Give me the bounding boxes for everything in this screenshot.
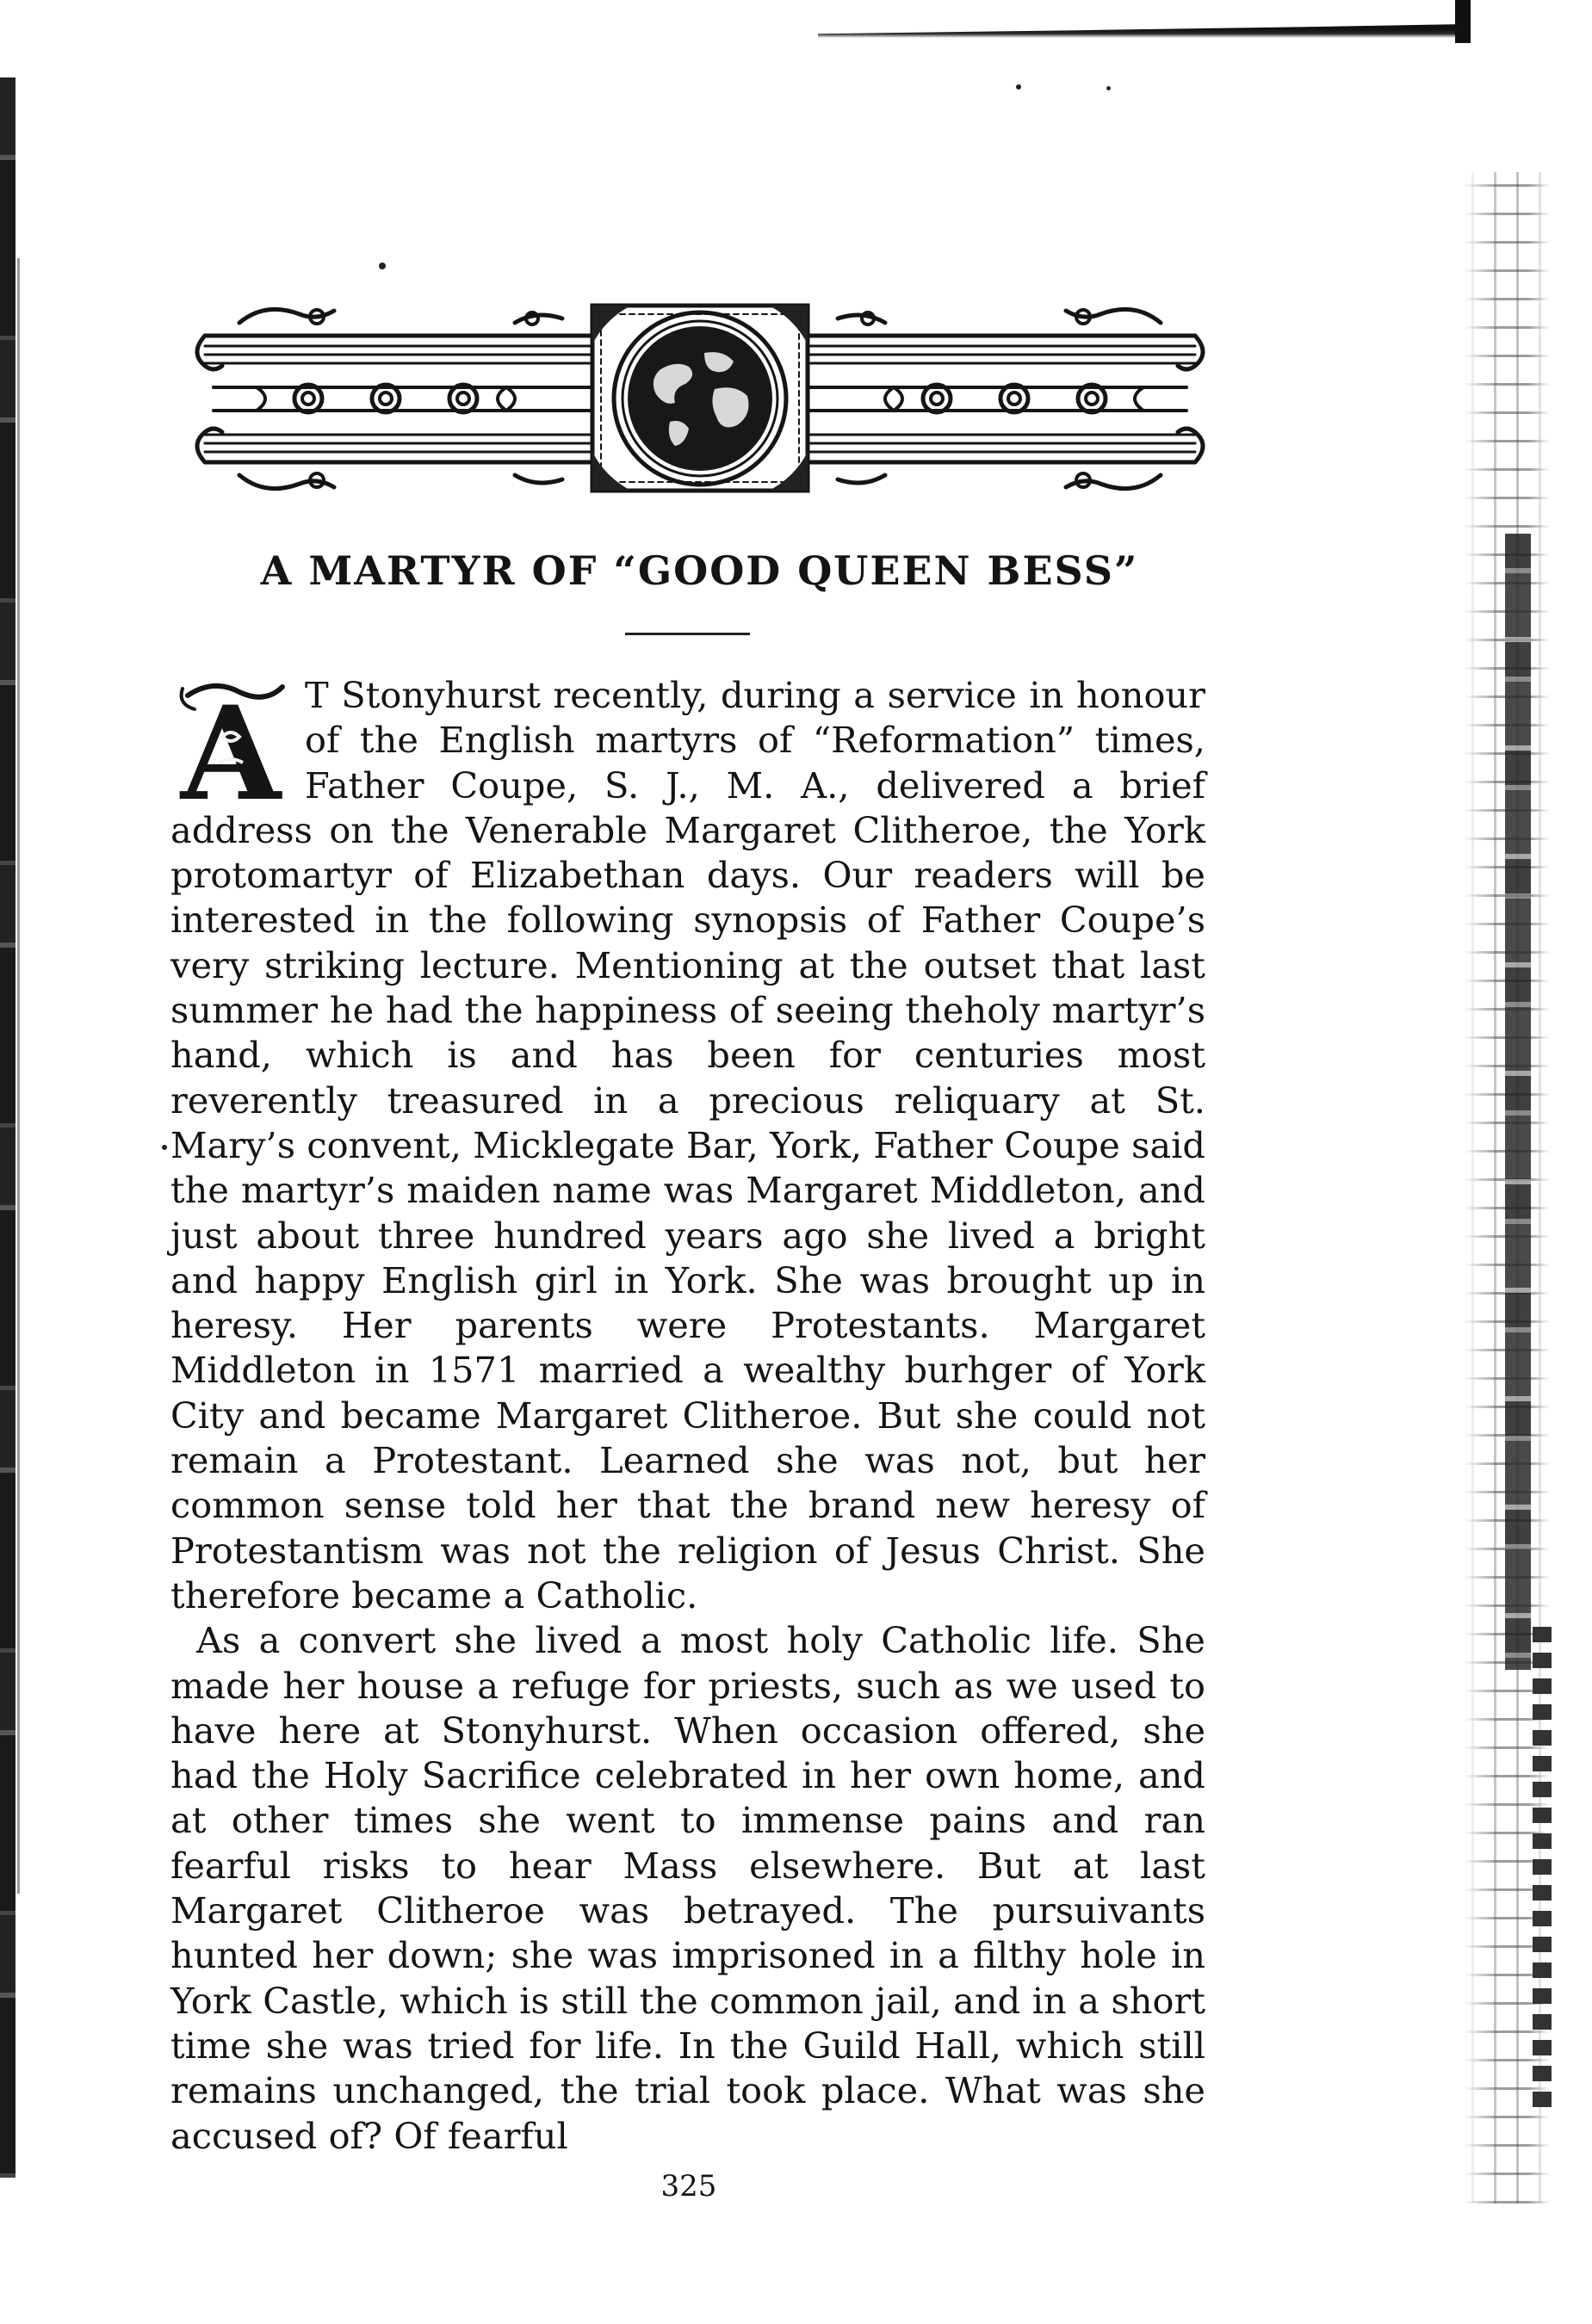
paragraph-1-text: T Stonyhurst recently, during a service in honour of the English martyrs of “Reformation” times, Father Coupe, S. J., M. A., delivered a brief address on the Venerable Margaret Clitheroe, the York protomartyr of Elizabethan days. Our readers will be interested in the following synopsis of Father Coupe’s very striking lecture. Mentioning at the outset that last summer he had the happiness of seeing theholy martyr’s hand, which is and has been for centuries most reverently treasured in a precious reliquary at St. Mary’s convent, Micklegate Bar, York, Father Coupe said the martyr’s maiden name was Margaret Middleton, and just about three hundred years ago she lived a bright and happy English girl in York. She was brought up in heresy. Her parents were Protestants. Margaret Middleton in 1571 married a wealthy burhger of York City and became Margaret Clitheroe. But she could not remain a Protestant. Learned she was not, but her common sense told her that the brand new heresy of Protestantism was not the religion of Jesus Christ. She therefore became a Catholic. [170,674,1205,1616]
scan-speck [162,1145,167,1150]
scan-top-corner [1455,0,1471,43]
drop-cap-letter: A [180,678,282,804]
article-body [170,673,1205,2159]
globe-scroll-ornament-icon [188,293,1212,504]
scan-left-edge [0,77,15,2178]
scan-speck [1106,86,1111,90]
decorative-initial-icon [170,677,291,804]
article-title: A MARTYR OF “GOOD QUEEN BESS” [260,547,1139,594]
paragraph-1 [170,673,1205,1618]
scan-left-edge-line [17,258,20,1894]
scan-speck [379,263,386,269]
scan-right-band-lower [1533,1627,1552,2109]
scan-speck [1016,84,1021,90]
scan-right-band [1505,534,1531,1670]
scan-top-rule [818,24,1468,38]
paragraph-2: As a convert she lived a most holy Catholic life. She made her house a refuge for priests, such as we used to have here at Stonyhurst. When occasion offered, she had the Holy Sacrifice celebrated in her own home, and at other times she went to immense pains and ran fearful risks to hear Mass elsewhere. But at last Margaret Clitheroe was betrayed. The pursuivants hunted her down; she was imprisoned in a filthy hole in York Castle, which is still the common jail, and in a short time she was tried for life. In the Guild Hall, which still remains unchanged, the trial took place. What was she accused of? Of fearful [170,1619,1205,2157]
title-divider [625,633,750,635]
page-number: 325 [660,2169,717,2203]
